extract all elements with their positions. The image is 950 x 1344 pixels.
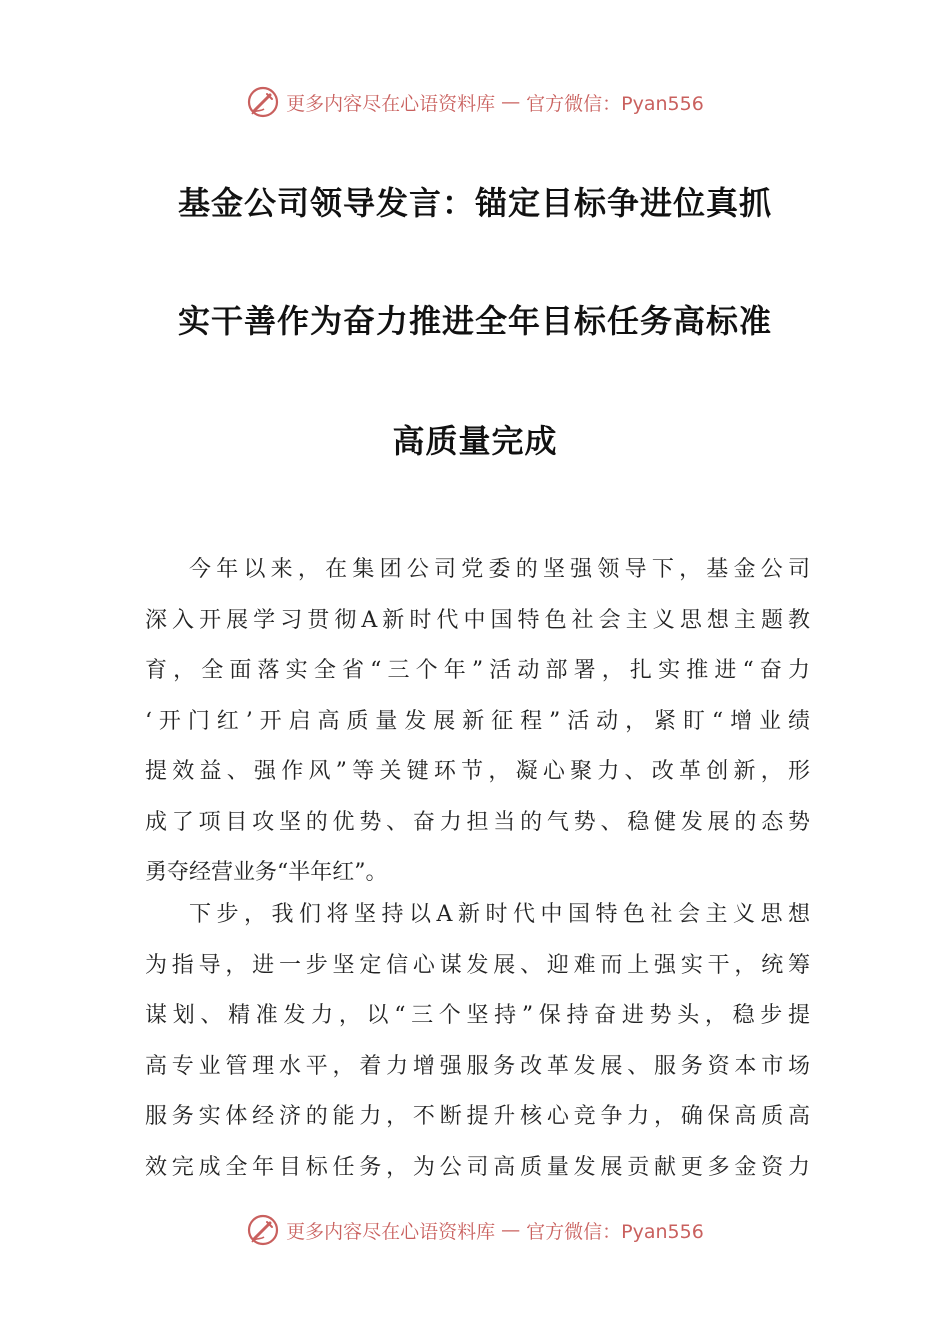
paragraph-line: 谋划、精准发力，以“三个坚持”保持奋进势头，稳步提 xyxy=(145,1003,810,1028)
pen-icon xyxy=(246,85,280,119)
watermark-separator: — xyxy=(501,1219,521,1241)
paragraph-line: 下步，我们将坚持以A新时代中国特色社会主义思想 xyxy=(189,902,810,927)
paragraph-1 xyxy=(145,545,810,899)
document-title-line-2: 实干善作为奋力推进全年目标任务高标准 xyxy=(177,302,772,340)
paragraph-line: 高专业管理水平，着力增强服务改革发展、服务资本市场 xyxy=(145,1053,810,1079)
paragraph-line: 今年以来，在集团公司党委的坚强领导下，基金公司 xyxy=(189,557,810,582)
watermark-text: 更多内容尽在心语资料库 xyxy=(286,92,496,115)
paragraph-line: ‘开门红’开启高质量发展新征程”活动，紧盯“增业绩 xyxy=(145,708,810,734)
document-title-line-1: 基金公司领导发言：锚定目标争进位真抓 xyxy=(177,184,772,222)
watermark-contact: 官方微信：Pyan556 xyxy=(526,92,704,115)
paragraph-line: 勇夺经营业务“半年红”。 xyxy=(145,860,388,885)
paragraph-line: 提效益、强作风”等关键环节，凝心聚力、改革创新，形 xyxy=(145,759,810,784)
pen-icon xyxy=(246,1213,280,1247)
paragraph-line: 为指导，进一步坚定信心谋发展、迎难而上强实干，统筹 xyxy=(145,952,810,978)
watermark-text: 更多内容尽在心语资料库 xyxy=(286,1220,496,1243)
paragraph-line: 育，全面落实全省“三个年”活动部署，扎实推进“奋力 xyxy=(145,658,810,683)
footer-watermark xyxy=(0,1210,950,1250)
paragraph-line: 深入开展学习贯彻A新时代中国特色社会主义思想主题教 xyxy=(145,607,810,633)
header-watermark xyxy=(0,82,950,122)
paragraph-line: 成了项目攻坚的优势、奋力担当的气势、稳健发展的态势 xyxy=(145,809,810,835)
paragraph-line: 服务实体经济的能力，不断提升核心竞争力，确保高质高 xyxy=(145,1104,810,1129)
paragraph-line: 效完成全年目标任务，为公司高质量发展贡献更多金资力 xyxy=(145,1154,810,1180)
watermark-contact: 官方微信：Pyan556 xyxy=(526,1220,704,1243)
document-title-line-3: 高质量完成 xyxy=(392,422,558,460)
watermark-separator: — xyxy=(501,91,521,113)
paragraph-2 xyxy=(145,890,810,1193)
